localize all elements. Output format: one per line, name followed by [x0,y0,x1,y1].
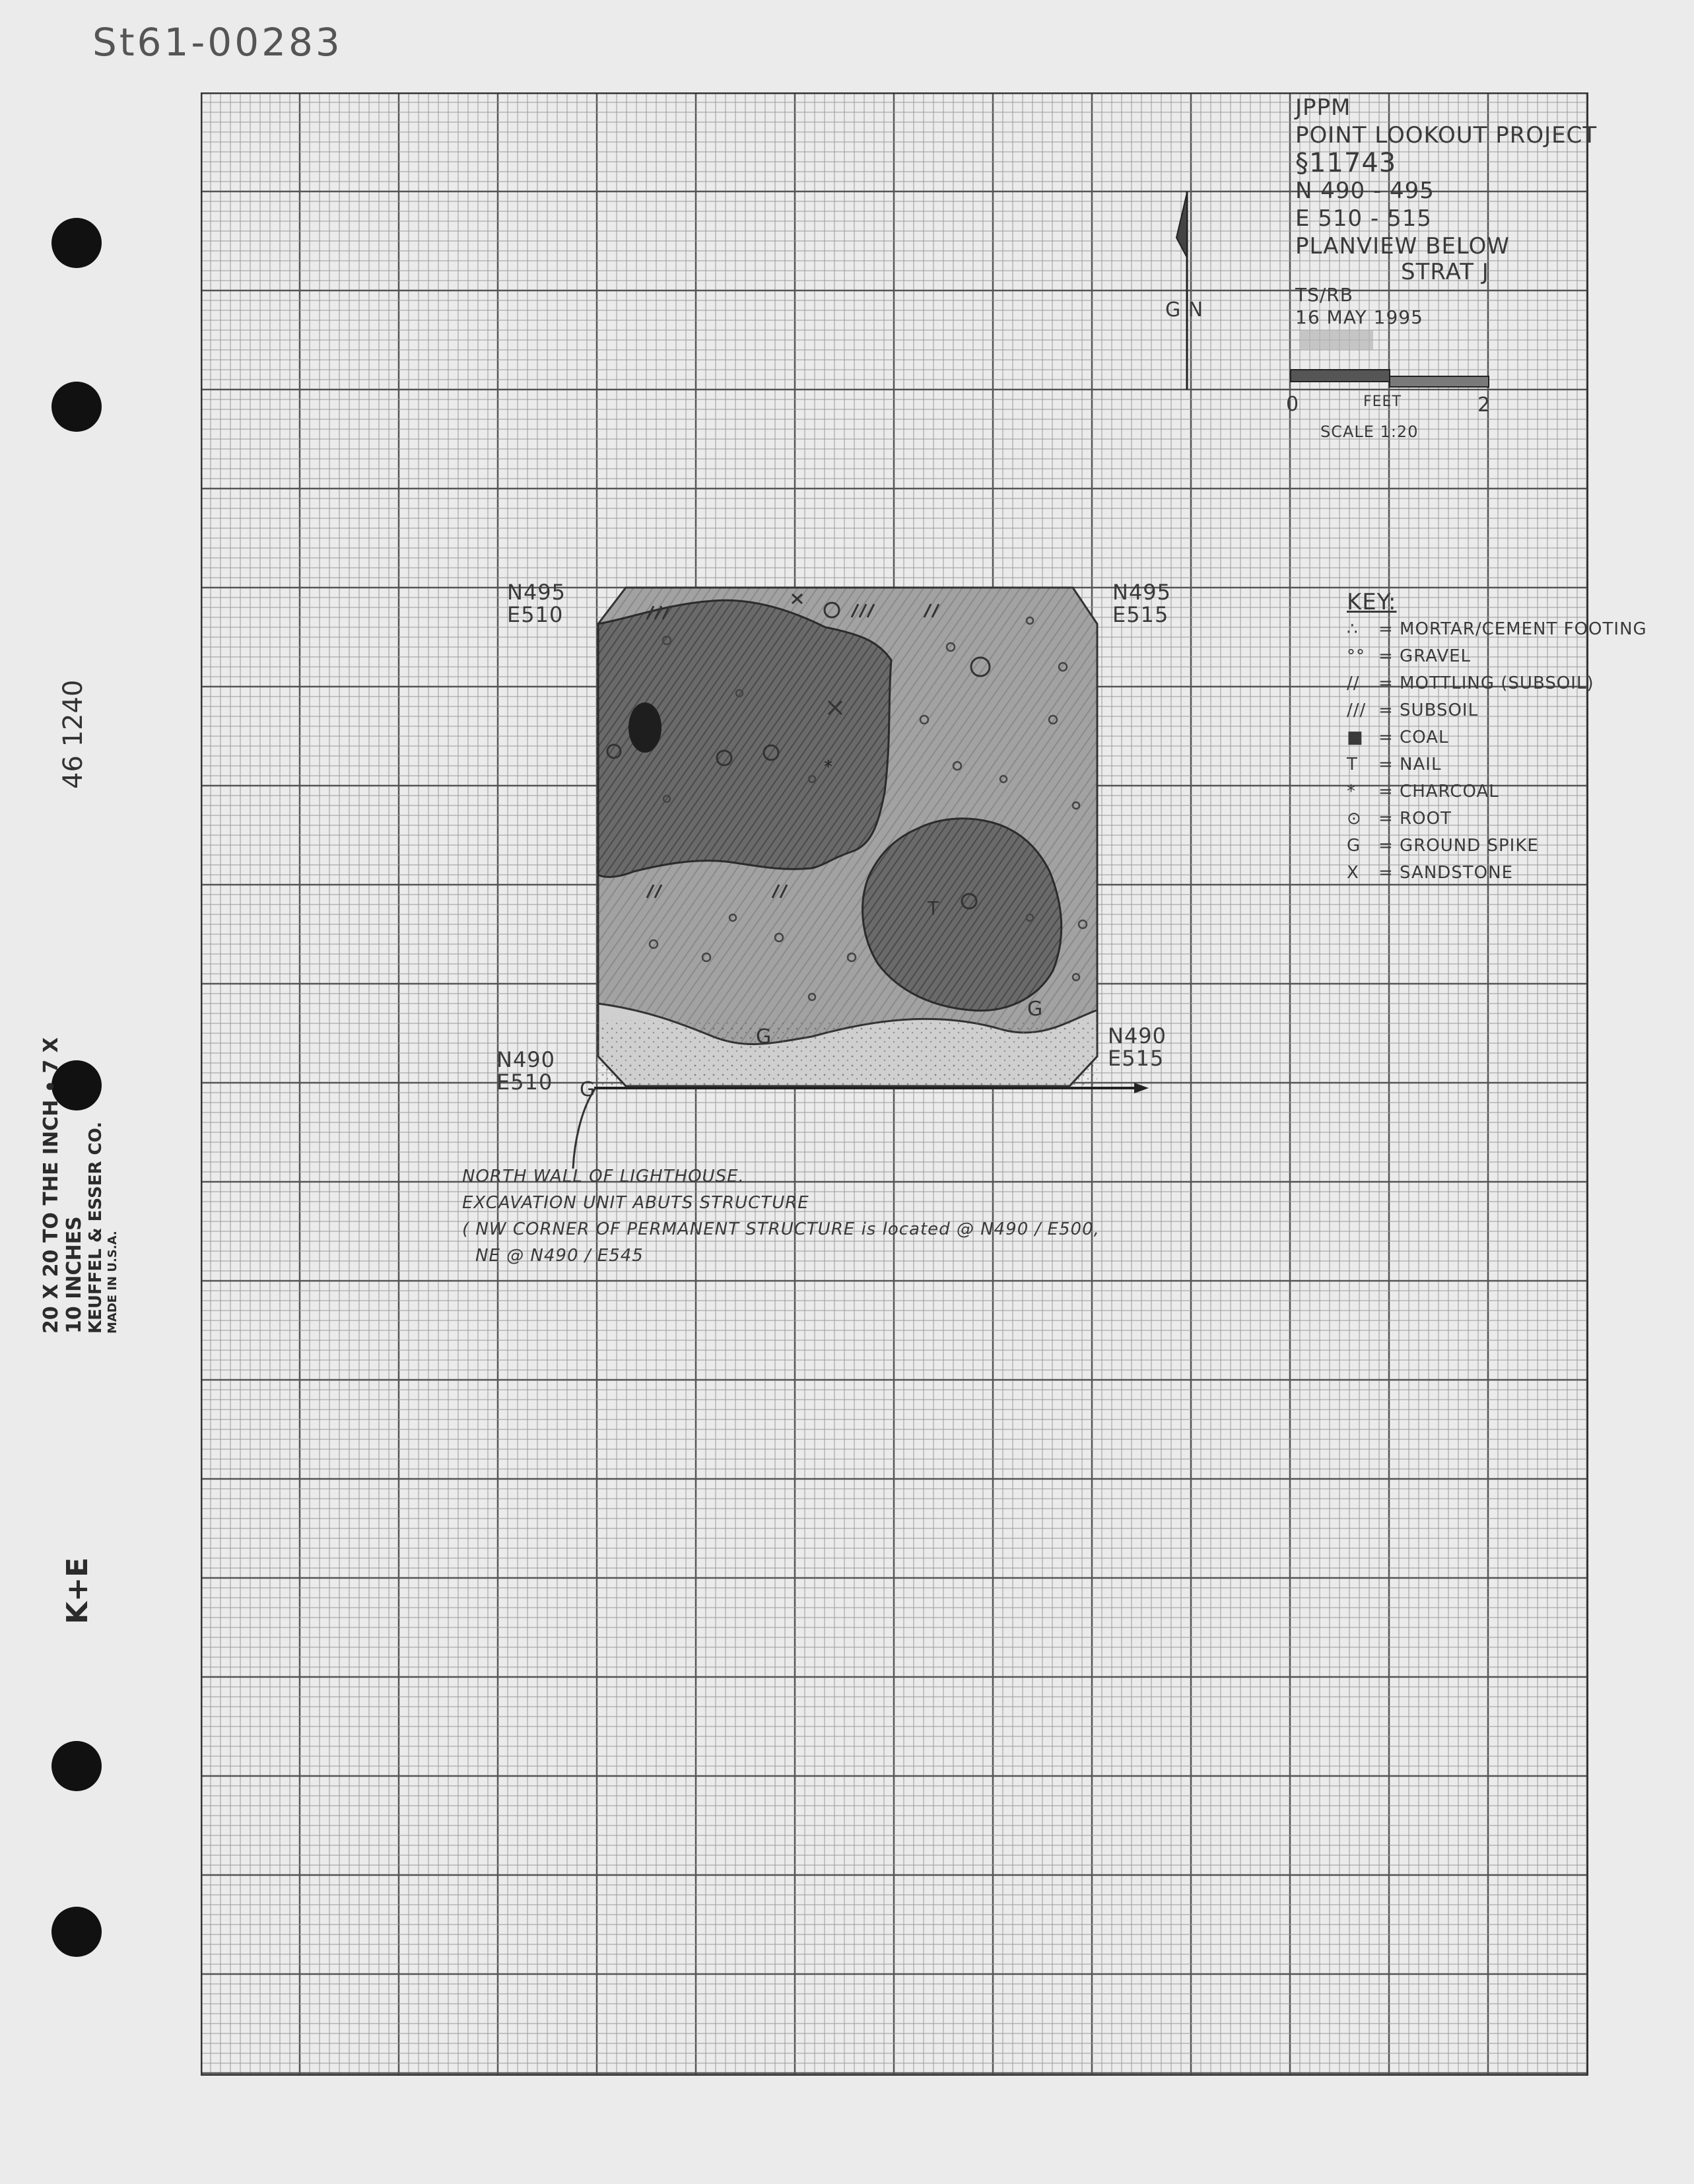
key-label: = GROUND SPIKE [1378,836,1539,856]
nail-symbol: T [928,897,939,919]
title-line: JPPM [1295,94,1351,121]
key-title: KEY: [1347,589,1397,615]
title-line: POINT LOOKOUT PROJECT [1295,122,1598,149]
corner-label-nw [507,581,566,626]
title-line: E 510 - 515 [1295,205,1432,232]
key-symbol: X [1347,863,1359,883]
paper-spec: 20 X 20 TO THE INCH • 7 X 10 INCHES [40,1037,86,1334]
key-label: = MORTAR/CEMENT FOOTING [1378,619,1647,639]
svg-text:G: G [580,1078,595,1101]
key-symbol: * [1347,782,1356,802]
key-item [1347,751,1647,778]
key-symbol: T [1347,755,1358,774]
corner-easting: E515 [1108,1046,1165,1071]
note-line: ( NW CORNER OF PERMANENT STRUCTURE is located @ N490 / E500, [462,1219,1100,1239]
key-symbol: ⊙ [1347,809,1362,829]
corner-northing: N495 [507,580,566,605]
scale-unit-label: FEET [1363,393,1402,410]
sheet-number: 46 1240 [58,679,88,789]
key-symbol: /// [1347,700,1367,720]
corner-northing: N490 [496,1047,556,1072]
corner-northing: N495 [1112,580,1172,605]
charcoal-symbol: * [824,757,832,777]
title-line: N 490 - 495 [1295,178,1435,204]
paper-origin: MADE IN U.S.A. [106,1231,119,1334]
corner-easting: E510 [496,1070,553,1095]
title-block [1295,94,1597,329]
key-label: = MOTTLING (SUBSOIL) [1378,673,1594,693]
key-item [1347,860,1647,887]
corner-easting: E515 [1112,602,1169,627]
title-line: STRAT J [1401,259,1489,285]
title-line: TS/RB [1295,284,1353,306]
key-label: = CHARCOAL [1378,782,1499,802]
mortar-footing-dots [598,1020,1097,1086]
corner-easting: E510 [507,602,564,627]
key-symbol: °° [1347,646,1365,666]
corner-label-se [1108,1025,1167,1070]
corner-northing: N490 [1108,1023,1167,1048]
key-symbol: ∴ [1347,619,1359,639]
field-notes [462,1163,1100,1269]
north-arrow-head [1176,193,1187,257]
north-label: G N [1165,298,1204,322]
key-item [1347,833,1647,860]
key-label: = ROOT [1378,809,1452,829]
key-label: = SANDSTONE [1378,863,1514,883]
title-line: §11743 [1295,148,1397,178]
note-line: NE @ N490 / E545 [475,1246,644,1266]
key-symbol: // [1347,673,1360,693]
key-item [1347,670,1647,697]
svg-text:G: G [1027,998,1043,1021]
scale-bar-segment-1 [1291,370,1390,382]
document-id: St61-00283 [92,20,343,65]
note-line: NORTH WALL OF LIGHTHOUSE. [462,1167,745,1186]
corner-label-sw [496,1048,555,1093]
scale-max-label: 2 [1477,393,1491,417]
key-label: = SUBSOIL [1378,700,1479,720]
key-label: = NAIL [1378,755,1442,774]
key-item [1347,643,1647,670]
svg-text:G: G [756,1025,772,1048]
ke-logo: K+E [61,1557,94,1624]
key-label: = GRAVEL [1378,646,1472,666]
scale-ratio-label: SCALE 1:20 [1320,423,1419,441]
key-label: = COAL [1378,728,1449,747]
key-item [1347,697,1647,724]
key-item [1347,616,1647,643]
key-item [1347,724,1647,751]
key-item [1347,805,1647,833]
title-line: PLANVIEW BELOW [1295,233,1510,259]
scale-bar-segment-2 [1390,376,1489,387]
key-items [1347,616,1647,887]
key-symbol: ■ [1347,728,1364,747]
corner-label-ne [1112,581,1171,626]
key-item [1347,778,1647,805]
paper-maker: KEUFFEL & ESSER CO. [86,1121,106,1334]
baseline-arrowhead [1134,1083,1149,1093]
coal-inclusion [628,702,661,753]
title-line: 16 MAY 1995 [1295,306,1423,328]
key-symbol: G [1347,836,1361,856]
note-line: EXCAVATION UNIT ABUTS STRUCTURE [462,1193,809,1213]
scale-scribble [1301,330,1373,350]
map-key [1347,589,1647,887]
scale-min-label: 0 [1286,393,1300,416]
